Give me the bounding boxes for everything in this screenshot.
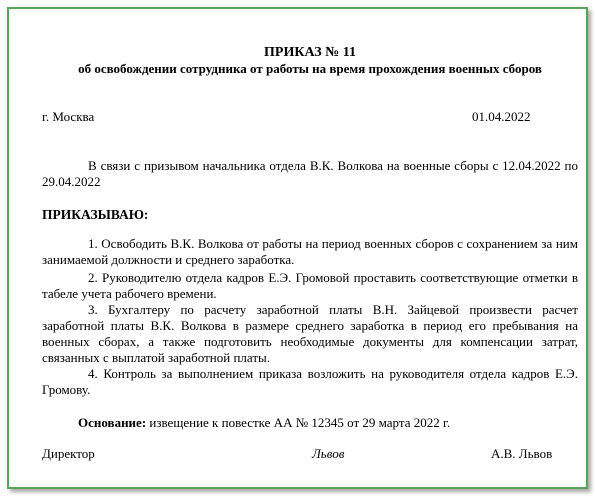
- order-heading: ПРИКАЗЫВАЮ:: [42, 207, 149, 222]
- intro-paragraph: В связи с призывом начальника отдела В.К. Волкова на военные сборы с 12.04.2022 по 29.04.2022: [42, 158, 578, 189]
- basis-label: Основание:: [78, 415, 147, 430]
- signatory-name: А.В. Львов: [491, 446, 553, 461]
- order-item-1: 1. Освободить В.К. Волкова от работы на период военных сборов с сохранением за ним занимаемой должности и среднего заработка.: [42, 236, 578, 267]
- order-item-4: 4. Контроль за выполнением приказа возложить на руководителя отдела кадров Е.Э. Громову.: [42, 366, 578, 397]
- order-item-2: 2. Руководителю отдела кадров Е.Э. Громовой проставить соответствующие отметки в табеле учета рабочего времени.: [42, 270, 578, 301]
- document-city: г. Москва: [42, 109, 95, 124]
- signatory-role: Директор: [42, 446, 95, 461]
- basis-line: [78, 415, 450, 431]
- document-frame: [7, 7, 588, 489]
- document-date: 01.04.2022: [472, 109, 531, 124]
- handwritten-signature: Львов: [312, 446, 345, 461]
- basis-text: извещение к повестке АА № 12345 от 29 марта 2022 г.: [146, 415, 451, 430]
- document-subtitle: об освобождении сотрудника от работы на время прохождения военных сборов: [78, 61, 542, 76]
- document-title: ПРИКАЗ № 11: [264, 45, 356, 60]
- order-item-3: 3. Бухгалтеру по расчету заработной платы В.Н. Зайцевой произвести расчет заработной платы В.К. Волкова в размере среднего заработка в период его пребывания на военных сборах, а также подготовить необходимые документы для компенсации затрат, связанных с выплатой заработной платы.: [42, 302, 578, 365]
